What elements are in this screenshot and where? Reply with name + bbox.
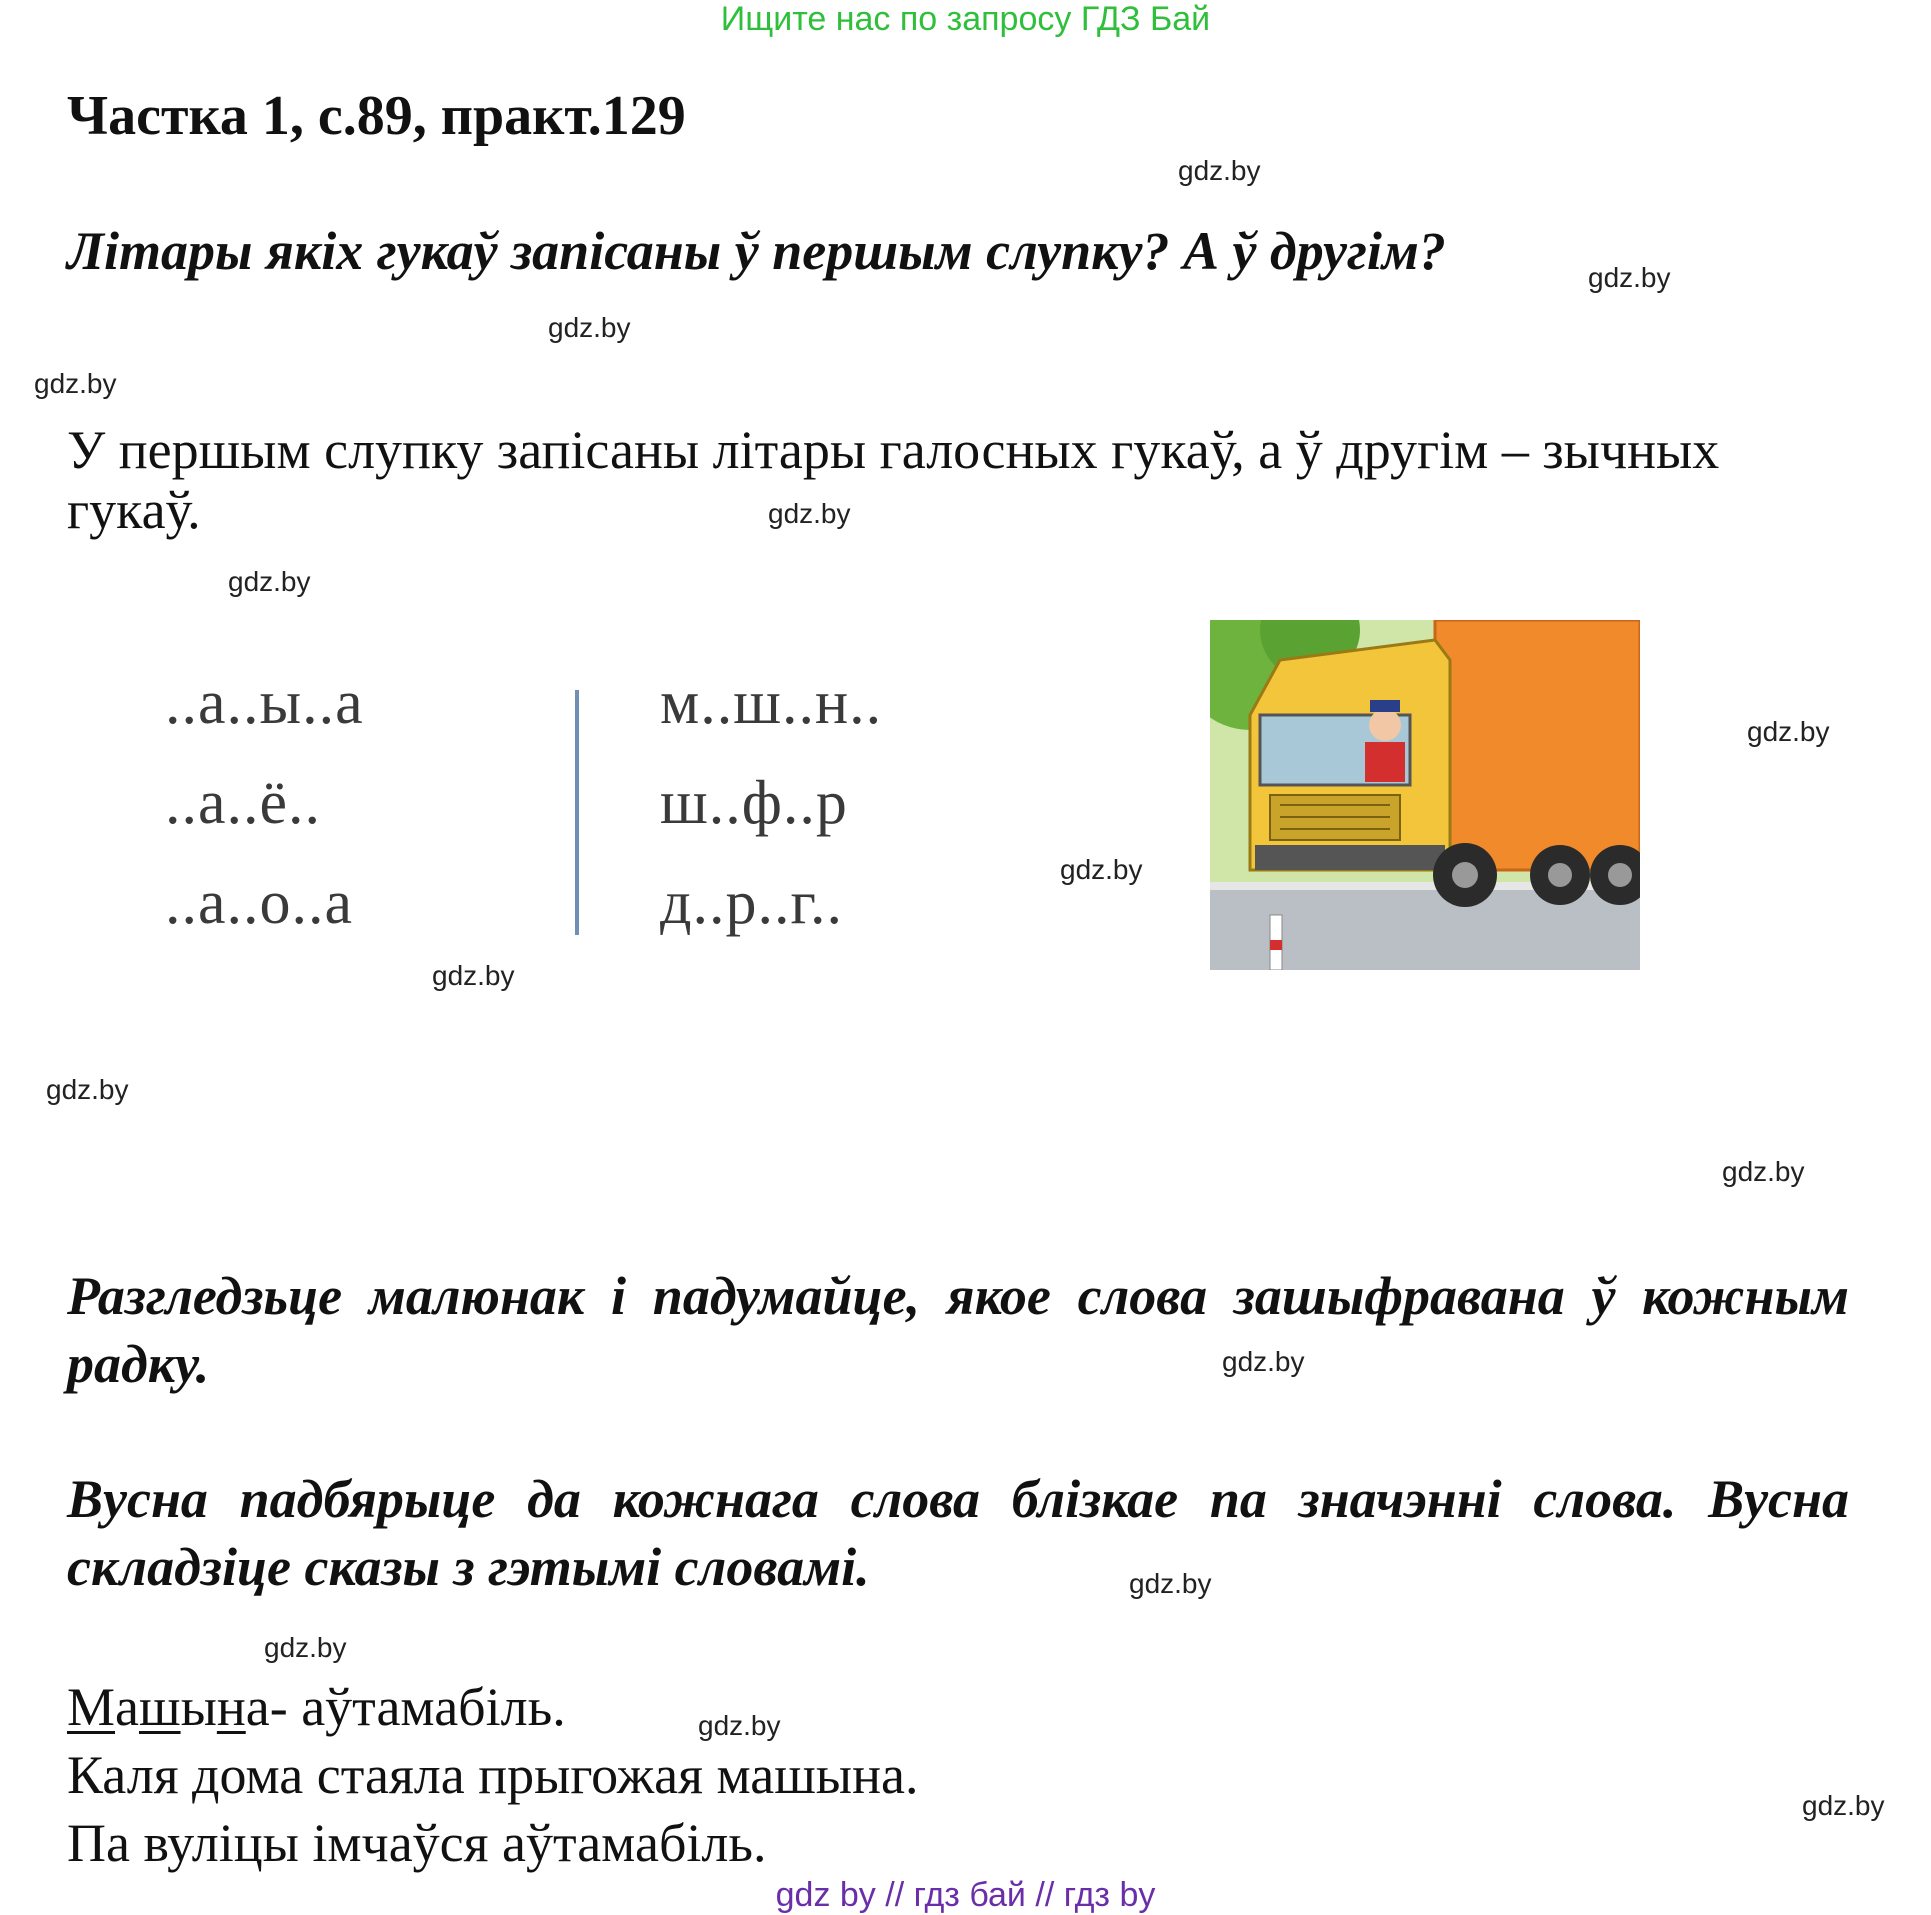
watermark: gdz.by bbox=[264, 1632, 347, 1663]
watermark: gdz.by bbox=[46, 1074, 129, 1105]
watermark: gdz.by bbox=[768, 498, 851, 529]
footer-links: gdz by // гдз бай // гдз by bbox=[775, 1876, 1156, 1914]
watermark: gdz.by bbox=[1129, 1568, 1212, 1599]
answer-1: У першым слупку запісаны літары галосных гукаў, а ў другім – зычных гукаў. bbox=[67, 420, 1720, 540]
consonants-row-3: д..р..г.. bbox=[660, 869, 843, 937]
watermark: gdz.by bbox=[698, 1710, 781, 1741]
question-1: Літары якіх гукаў запісаны ў першым слупку? А ў другім? bbox=[67, 221, 1446, 281]
sentence-2: Па вуліцы імчаўся аўтамабіль. bbox=[67, 1813, 767, 1873]
question-3: Вусна падбярыце да кожнага слова блізкае па значэнні слова. Вусна складзіце сказы з гэтымі словамі. bbox=[67, 1469, 1849, 1597]
answer-word-letter: а bbox=[245, 1677, 270, 1737]
sentence-1: Каля дома стаяла прыгожая машына. bbox=[67, 1745, 919, 1805]
watermark: gdz.by bbox=[548, 312, 631, 343]
answer-word-letter: ш bbox=[138, 1677, 181, 1737]
answer-word-letter: н bbox=[216, 1677, 246, 1737]
answer-word-suffix: - аўтамабіль. bbox=[269, 1677, 566, 1737]
answer-word-line bbox=[67, 1676, 566, 1738]
question-2: Разгледзьце малюнак і падумайце, якое слова зашыфравана ў кожным радку. bbox=[67, 1266, 1849, 1394]
vowels-row-3: ..а..о..а bbox=[165, 869, 354, 937]
watermark: gdz.by bbox=[1222, 1346, 1305, 1377]
consonants-row-1: м..ш..н.. bbox=[660, 669, 883, 737]
watermark: gdz.by bbox=[1178, 155, 1261, 186]
watermark: gdz.by bbox=[1060, 854, 1143, 885]
watermark: gdz.by bbox=[34, 368, 117, 399]
watermark: gdz.by bbox=[228, 566, 311, 597]
top-banner: Ищите нас по запросу ГДЗ Бай bbox=[720, 0, 1211, 38]
watermark: gdz.by bbox=[1802, 1790, 1885, 1821]
vowels-row-2: ..а..ё.. bbox=[165, 769, 322, 837]
column-divider bbox=[575, 690, 579, 935]
page-heading: Частка 1, с.89, практ.129 bbox=[67, 85, 686, 147]
vowels-row-1: ..а..ы..а bbox=[165, 669, 364, 737]
truck-illustration bbox=[1210, 620, 1640, 970]
answer-word-letter: а bbox=[115, 1677, 139, 1737]
watermark: gdz.by bbox=[1588, 262, 1671, 293]
answer-word-letter: ы bbox=[180, 1677, 217, 1737]
watermark: gdz.by bbox=[432, 960, 515, 991]
consonants-row-2: ш..ф..р bbox=[660, 769, 848, 837]
watermark: gdz.by bbox=[1722, 1156, 1805, 1187]
answer-word-letter: М bbox=[67, 1677, 116, 1737]
watermark: gdz.by bbox=[1747, 716, 1830, 747]
